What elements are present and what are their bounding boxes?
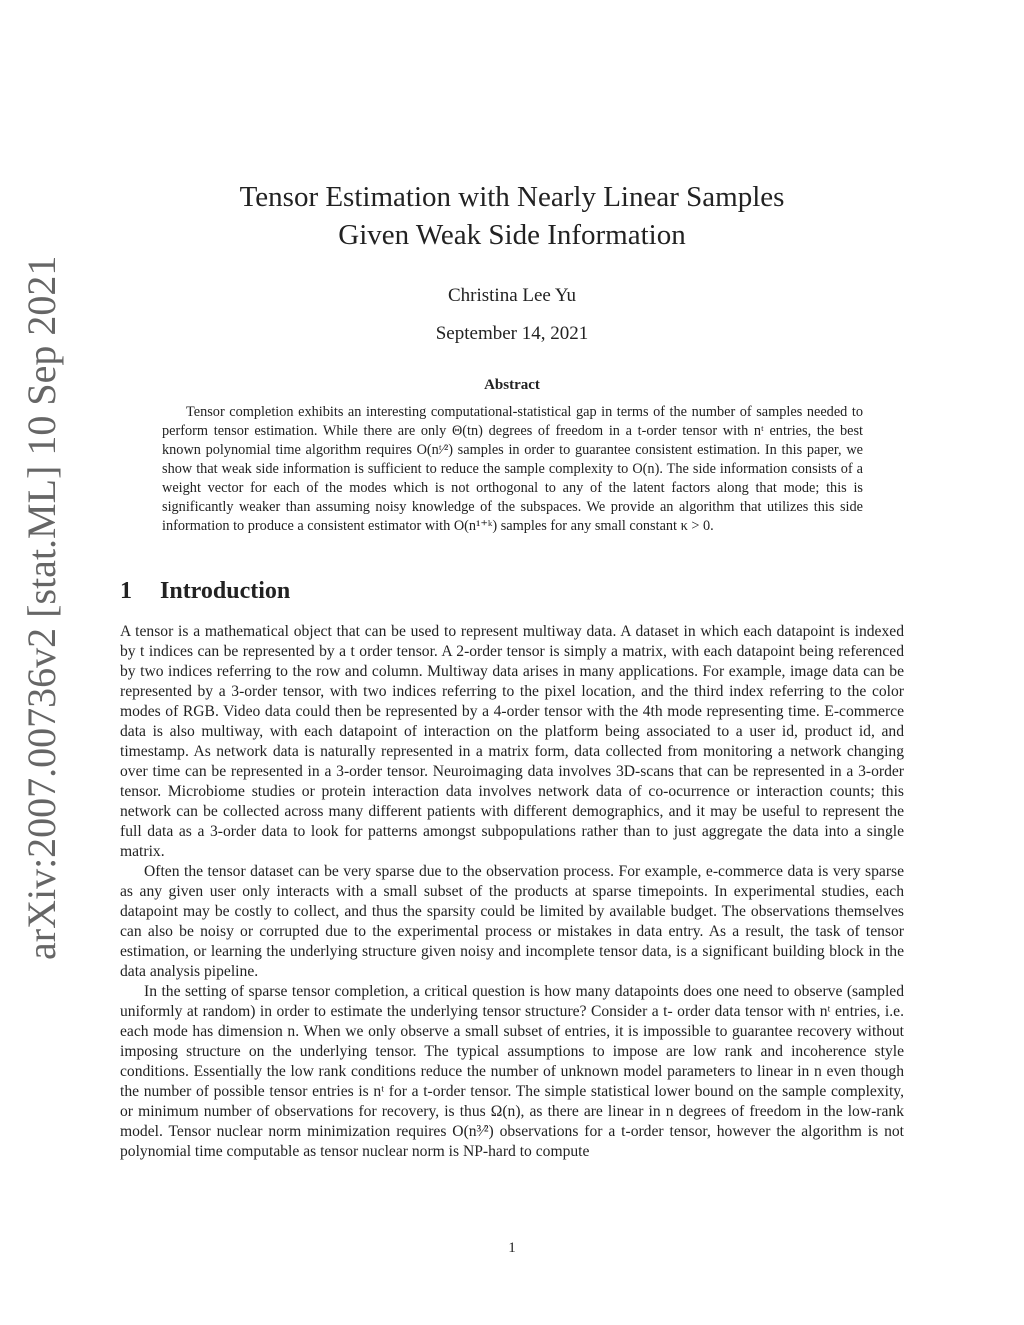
- section-number: 1: [120, 578, 132, 604]
- abstract-text: Tensor completion exhibits an interesting computational-statistical gap in terms of the number of samples needed to perform tensor estimation. While there are only Θ(tn) degrees of freedom in a t-order tensor with nᵗ entries, the best known polynomial time algorithm requires O(nᵗ⁄²) samples in order to guarantee consistent estimation. In this paper, we show that weak side information is sufficient to reduce the sample complexity to O(n). The side information consists of a weight vector for each of the modes which is not orthogonal to any of the latent factors along that mode; this is significantly weaker than assuming noisy knowledge of the subspaces. We provide an algorithm that utilizes this side information to produce a consistent estimator with O(n¹⁺ᵏ) samples for any small constant κ > 0.: [162, 404, 863, 534]
- arxiv-identifier-stamp: arXiv:2007.00736v2 [stat.ML] 10 Sep 2021: [19, 255, 64, 960]
- section-heading-introduction: [120, 578, 290, 605]
- paragraph-2: Often the tensor dataset can be very sparse due to the observation process. For example, e-commerce data is very sparse as any given user only interacts with a small subset of the products at sparse timepoints. In experimental studies, each datapoint may be costly to collect, and thus the sparsity could be limited by available budget. The observations themselves can also be noisy or corrupted due to the experimental process or mistakes in data entry. As a result, the task of tensor estimation, or learning the underlying structure given noisy and incomplete tensor data, is a significant building block in the data analysis pipeline.: [120, 863, 904, 980]
- publication-date: September 14, 2021: [435, 323, 589, 344]
- page-number: 1: [508, 1240, 516, 1256]
- paper-title-line-2: Given Weak Side Information: [338, 219, 686, 251]
- section-title: Introduction: [160, 578, 291, 604]
- abstract-heading: Abstract: [484, 377, 540, 393]
- paper-title-line-1: Tensor Estimation with Nearly Linear Samples: [239, 181, 785, 213]
- paragraph-3: In the setting of sparse tensor completion, a critical question is how many datapoints does one need to observe (sampled uniformly at random) in order to estimate the underlying tensor structure? Consider a t- order data tensor with nᵗ entries, i.e. each mode has dimension n. When we only observe a small subset of entries, it is impossible to guarantee recovery without imposing structure on the underlying tensor. The typical assumptions to impose are low rank and incoherence style conditions. Essentially the low rank conditions reduce the number of unknown model parameters to linear in n even though the number of possible tensor entries is nᵗ for a t-order tensor. The simple statistical lower bound on the sample complexity, or minimum number of observations for recovery, is thus Ω(n), as there are linear in n degrees of freedom in the low-rank model. Tensor nuclear norm minimization requires O(n³⁄²) observations for a t-order tensor, however the algorithm is not polynomial time computable as tensor nuclear norm is NP-hard to compute: [120, 983, 904, 1160]
- author-name: Christina Lee Yu: [447, 285, 577, 306]
- introduction-body: [120, 622, 904, 1162]
- paragraph-1: A tensor is a mathematical object that can be used to represent multiway data. A dataset in which each datapoint is indexed by t indices can be represented by a t order tensor. A 2-order tensor is simply a matrix, with each datapoint being referenced by two indices referring to the row and column. Multiway data arises in many applications. For example, image data can be represented by a 3-order tensor, with two indices referring to the pixel location, and the third index referring to the color modes of RGB. Video data could then be represented by a 4-order tensor with the 4th mode representing time. E-commerce data is also multiway, with each datapoint of interaction on the platform being associated to a user id, product id, and timestamp. As network data is naturally represented in a matrix form, data collected from monitoring a network changing over time can be represented in a 3-order tensor. Neuroimaging data involves 3D-scans that can be represented in a 3-order tensor. Microbiome studies or protein interaction data involves network data of co-ocurrence or interaction counts; this network can be collected across many different patients with different demographics, and it may be useful to represent the full data as a 3-order data to look for patterns amongst subpopulations rather than to just aggregate the data into a single matrix.: [120, 623, 904, 860]
- title-block: [0, 178, 1024, 345]
